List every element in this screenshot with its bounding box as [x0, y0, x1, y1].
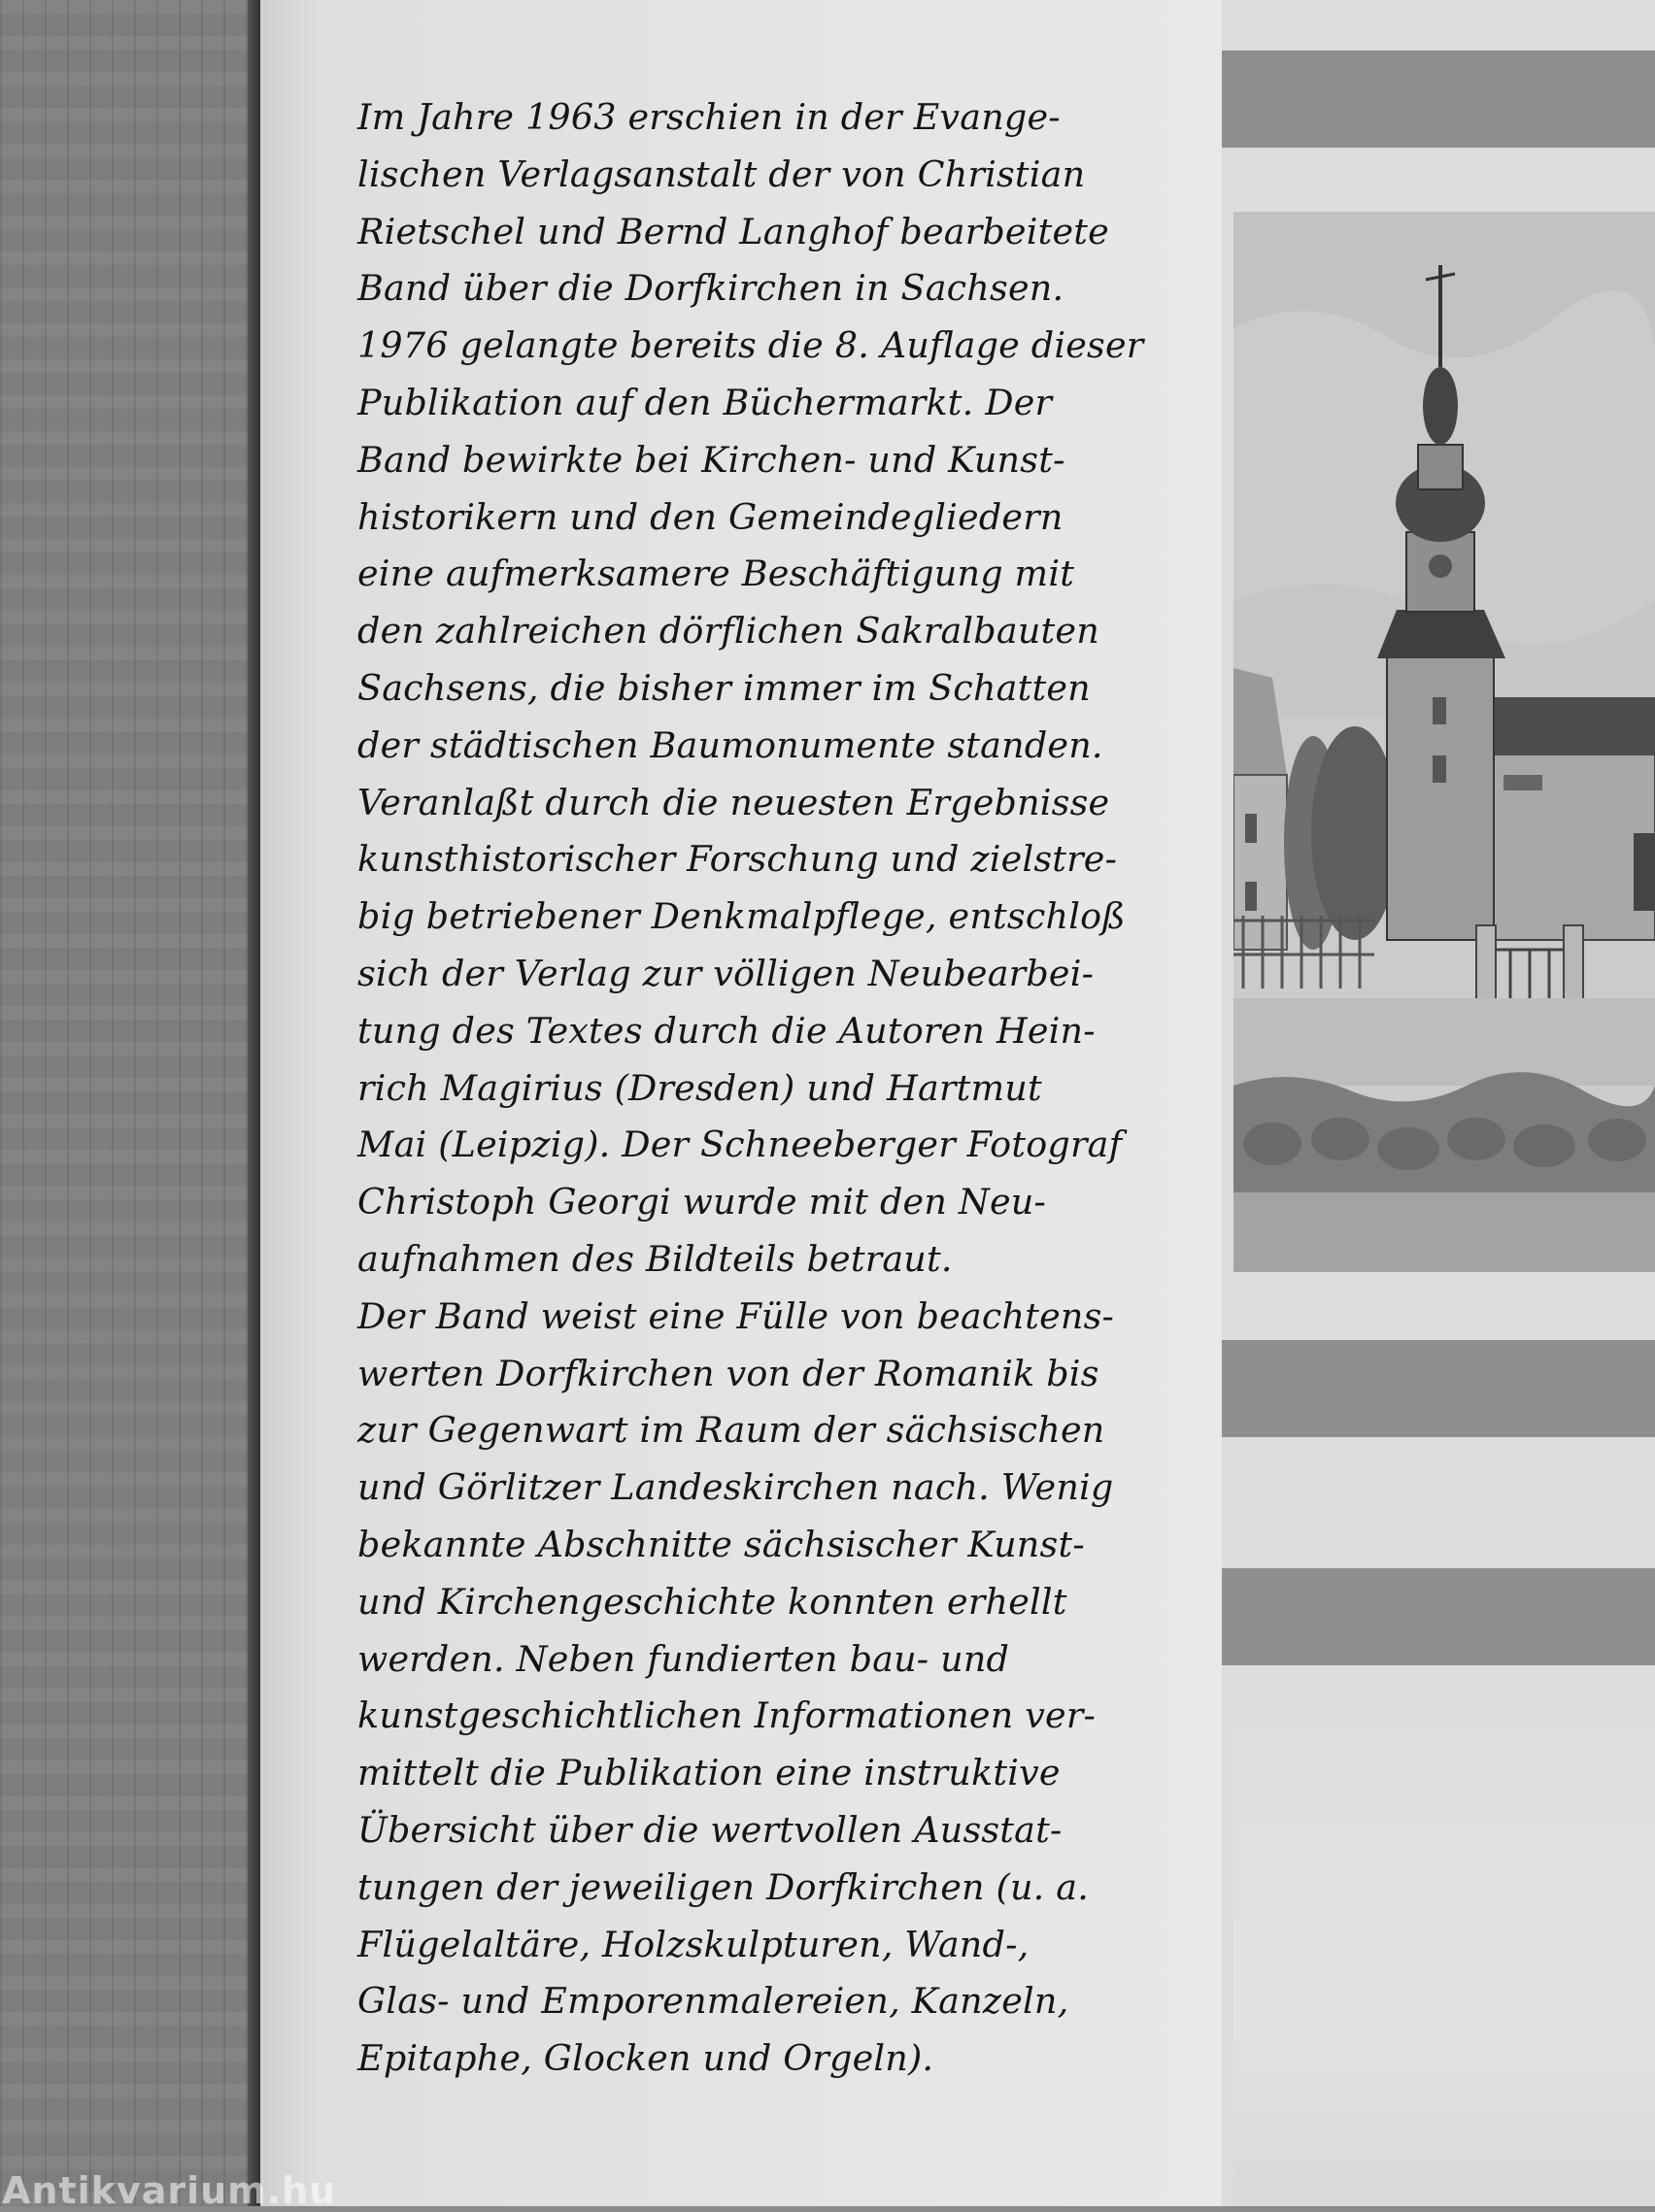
text-line: bekannte Abschnitte sächsischer Kunst-: [357, 1523, 1085, 1565]
text-line: Flügelaltäre, Holzskulpturen, Wand-,: [357, 1923, 1030, 1965]
text-line: Christoph Georgi wurde mit den Neu-: [357, 1181, 1047, 1223]
text-line: kunstgeschichtlichen Informationen ver-: [357, 1694, 1097, 1737]
text-line: kunsthistorischer Forschung und zielstre-: [357, 838, 1118, 881]
text-line: tung des Textes durch die Autoren Hein-: [357, 1009, 1096, 1052]
text-line: Epitaphe, Glocken und Orgeln).: [357, 2037, 934, 2080]
text-line: 1976 gelangte bereits die 8. Auflage dieser: [357, 324, 1144, 367]
text-line: Publikation auf den Büchermarkt. Der: [357, 381, 1053, 423]
decorative-stripe: [1222, 1568, 1655, 1665]
text-line: Band über die Dorfkirchen in Sachsen.: [357, 267, 1064, 310]
text-line: Der Band weist eine Fülle von beachtens-: [357, 1294, 1115, 1337]
text-line: mittelt die Publikation eine instruktive: [357, 1752, 1061, 1794]
text-line: eine aufmerksamere Beschäftigung mit: [357, 553, 1075, 595]
text-line: den zahlreichen dörflichen Sakralbauten: [357, 610, 1099, 653]
watermark-text: Antikvarium.hu: [2, 2169, 337, 2212]
text-line: aufnahmen des Bildteils betraut.: [357, 1237, 953, 1280]
text-line: werden. Neben fundierten bau- und: [357, 1637, 1010, 1680]
text-line: rich Magirius (Dresden) und Hartmut: [357, 1066, 1042, 1109]
text-line: Glas- und Emporenmalereien, Kanzeln,: [357, 1980, 1069, 2023]
decorative-stripe: [1222, 50, 1655, 148]
text-line: sich der Verlag zur völligen Neubearbei-: [357, 952, 1095, 994]
text-line: Band bewirkte bei Kirchen- und Kunst-: [357, 438, 1065, 481]
church-engraving-image: [1233, 212, 1655, 1272]
text-line: Veranlaßt durch die neuesten Ergebnisse: [357, 781, 1110, 823]
body-text: [357, 89, 1212, 2088]
text-line: Rietschel und Bernd Langhof bearbeitete: [357, 210, 1109, 252]
text-line: zur Gegenwart im Raum der sächsischen: [357, 1409, 1105, 1452]
text-line: Mai (Leipzig). Der Schneeberger Fotograf: [357, 1123, 1123, 1166]
text-line: tungen der jeweiligen Dorfkirchen (u. a.: [357, 1865, 1090, 1908]
text-line: der städtischen Baumonumente standen.: [357, 723, 1103, 766]
church-engraving-drawing: [1233, 212, 1655, 1272]
text-line: big betriebener Denkmalpflege, entschloß: [357, 895, 1126, 938]
text-line: Übersicht über die wertvollen Ausstat-: [357, 1808, 1063, 1851]
decorative-stripe: [1222, 1340, 1655, 1437]
text-line: Im Jahre 1963 erschien in der Evange-: [357, 96, 1061, 138]
text-line: Sachsens, die bisher immer im Schatten: [357, 666, 1091, 709]
text-line: und Kirchengeschichte konnten erhellt: [357, 1580, 1067, 1623]
decorative-lower-area: [1233, 1728, 1655, 2206]
text-line: und Görlitzer Landeskirchen nach. Wenig: [357, 1466, 1114, 1509]
wooden-table-background: [0, 0, 262, 2206]
text-line: werten Dorfkirchen von der Romanik bis: [357, 1352, 1099, 1394]
text-line: lischen Verlagsanstalt der von Christian: [357, 152, 1086, 195]
text-line: historikern und den Gemeindegliedern: [357, 495, 1064, 538]
